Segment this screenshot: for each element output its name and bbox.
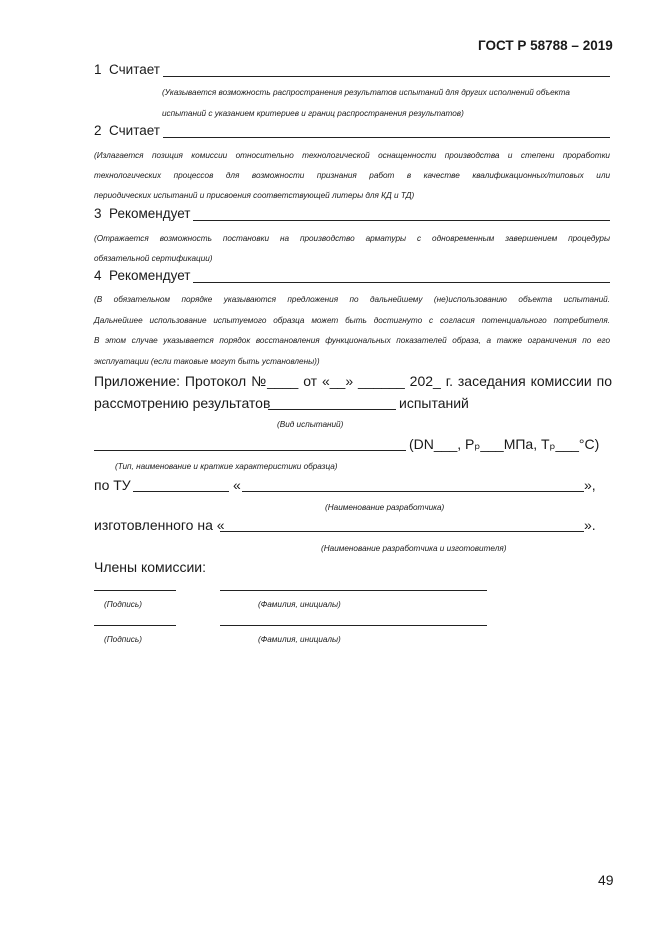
signature-1-line	[94, 590, 176, 591]
document-header: ГОСТ Р 58788 – 2019	[478, 38, 613, 53]
item-1-note-2: испытаний с указанием критериев и границ распространения результатов)	[162, 109, 464, 118]
item-2-note-3: периодических испытаний и присвоения соответствующей литеры для КД и ТД)	[94, 191, 415, 200]
item-2-verb: Считает	[109, 123, 160, 138]
appendix-line-1: Приложение: Протокол №____ от «__» ______ 202_ г. заседания комиссии по	[94, 373, 612, 389]
item-3-note-2: обязательной сертификации)	[94, 254, 213, 263]
name-1-line	[220, 590, 487, 591]
item-1-note-1: (Указывается возможность распространения результатов испытаний для других исполнений объекта	[162, 88, 570, 97]
item-4-note-2: Дальнейшее использование испытуемого образца может быть достигнуто с согласия потенциального потребителя.	[94, 316, 610, 325]
item-3-verb: Рекомендует	[109, 206, 191, 221]
item-2-number: 2	[94, 123, 102, 138]
signature-2-caption: (Подпись)	[104, 635, 142, 644]
item-1-label	[94, 62, 160, 77]
note-test-type: (Вид испытаний)	[277, 420, 344, 429]
item-2-note-1: (Излагается позиция комиссии относительно технологической оснащенности производства и степени проработки	[94, 151, 610, 160]
tu-quote-close: »,	[584, 477, 596, 493]
appendix-line-2-end: испытаний	[399, 395, 469, 411]
item-1-number: 1	[94, 62, 102, 77]
item-3-number: 3	[94, 206, 102, 221]
item-4-note-1: (В обязательном порядке указываются предложения по дальнейшему (не)использованию объекта испытаний.	[94, 295, 610, 304]
sample-fill-line	[94, 450, 406, 451]
item-3-label	[94, 206, 190, 221]
manufacturer-fill-line	[220, 531, 584, 532]
item-3-note-1: (Отражается возможность постановки на производство арматуры с одновременным завершением процедуры	[94, 234, 610, 243]
test-type-fill-line	[268, 409, 396, 410]
tu-quote-open: «	[233, 477, 241, 493]
page-number: 49	[598, 872, 614, 888]
commission-title: Члены комиссии:	[94, 559, 207, 575]
item-4-verb: Рекомендует	[109, 268, 191, 283]
name-2-line	[220, 625, 487, 626]
note-developer: (Наименование разработчика)	[325, 503, 445, 512]
item-4-fill-line	[193, 282, 610, 283]
item-3-fill-line	[193, 220, 610, 221]
item-1-verb: Считает	[109, 62, 160, 77]
item-1-fill-line	[163, 76, 610, 77]
signature-1-caption: (Подпись)	[104, 600, 142, 609]
sample-params: (DN___, Pₚ___МПа, Tₚ___°С)	[409, 436, 600, 452]
note-dev-manufacturer: (Наименование разработчика и изготовителя)	[321, 544, 507, 553]
note-sample: (Тип, наименование и краткие характеристики образца)	[115, 462, 338, 471]
name-2-caption: (Фамилия, инициалы)	[258, 635, 341, 644]
item-4-label	[94, 268, 190, 283]
item-4-number: 4	[94, 268, 102, 283]
name-1-caption: (Фамилия, инициалы)	[258, 600, 341, 609]
tu-number-fill-line	[133, 491, 229, 492]
signature-2-line	[94, 625, 176, 626]
item-2-fill-line	[163, 137, 610, 138]
item-2-label	[94, 123, 160, 138]
item-4-note-4: эксплуатации (если таковые могут быть установлены))	[94, 357, 320, 366]
manufactured-quote-close: ».	[584, 517, 596, 533]
item-2-note-2: технологических процессов для возможности признания работ в качестве квалификационных/типовых или	[94, 171, 610, 180]
tu-label: по ТУ	[94, 477, 131, 493]
item-4-note-3: В этом случае указывается порядок восстановления функциональных показателей образа, а также ограничения по его	[94, 336, 610, 345]
developer-fill-line	[242, 491, 584, 492]
appendix-line-2-start: рассмотрению результатов	[94, 395, 271, 411]
manufactured-label: изготовленного на «	[94, 517, 225, 533]
